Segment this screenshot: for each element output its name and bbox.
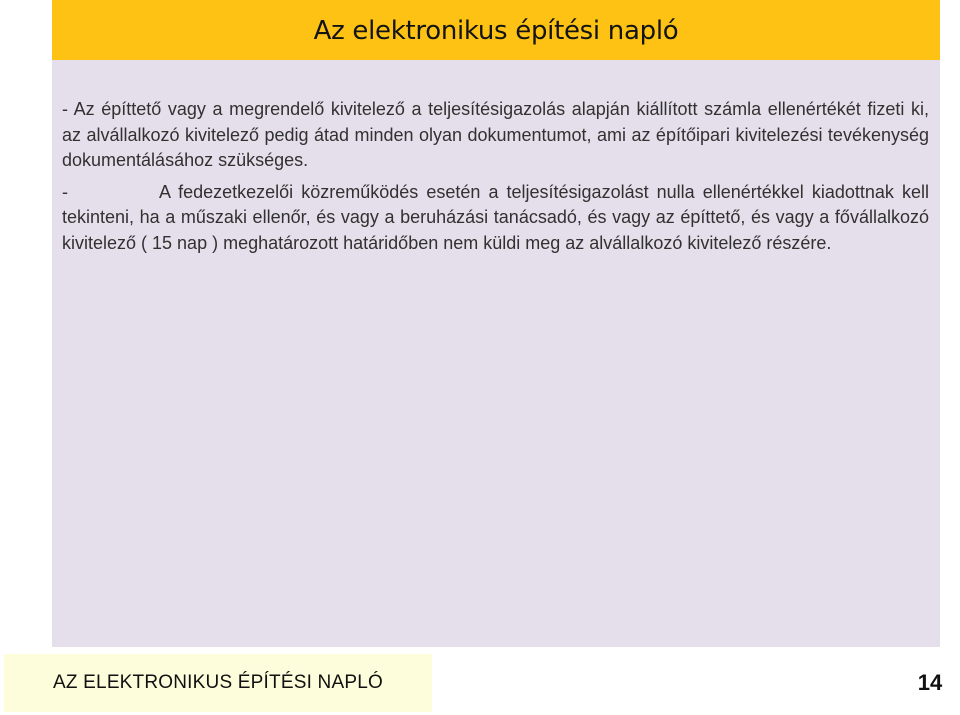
footer-label-text: AZ ELEKTRONIKUS ÉPÍTÉSI NAPLÓ bbox=[53, 672, 383, 693]
page-number: 14 bbox=[917, 670, 943, 695]
paragraph-2-text: A fedezetkezelői közreműködés esetén a teljesítésigazolást nulla ellenértékkel kiadottnak kell tekinteni, ha a műszaki ellenőr, és vagy a beruházási tanácsadó, és vagy az építtető, és vagy a fővállalkozó kivitelező ( 15 nap ) meghatározott határidőben nem küldi meg az alvállalkozó kivitelező részére. bbox=[62, 181, 929, 253]
content-text bbox=[62, 97, 929, 262]
title-bar bbox=[52, 0, 940, 60]
slide-title: Az elektronikus építési napló bbox=[313, 16, 679, 46]
footer-label bbox=[4, 654, 432, 712]
paragraph-2 bbox=[62, 180, 929, 257]
content-panel bbox=[52, 60, 940, 647]
paragraph-1: - Az építtető vagy a megrendelő kivitelező a teljesítésigazolás alapján kiállított számla ellenértékét fizeti ki, az alvállalkozó kivitelező pedig átad minden olyan dokumentumot, ami az építőipari kivitelezési tevékenység dokumentálásához szükséges. bbox=[62, 99, 929, 170]
paragraph-2-dash: - bbox=[62, 181, 68, 202]
